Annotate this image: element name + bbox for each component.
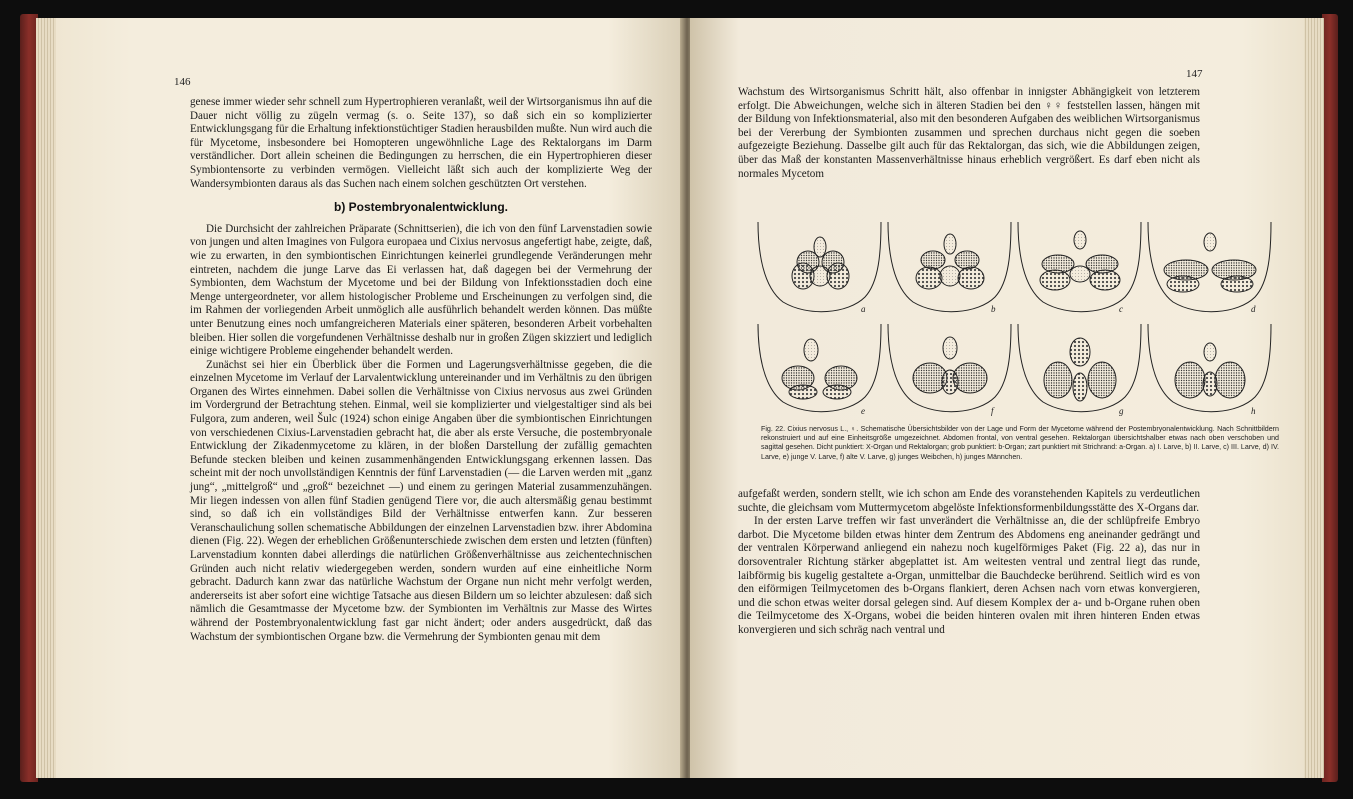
panel-e-abdomen bbox=[758, 324, 881, 412]
panel-label-c: c bbox=[1119, 304, 1123, 314]
paragraph-top: Wachstum des Wirtsorganismus Schritt hält, also offenbar in innigster Abhängigkeit von letzterem erfolgt. Die Abweichungen, welche sich in älteren Stadien bei den ♀♀ feststellen lassen, hängen mit der Bildung von Infektionsmaterial, also mit den besonderen Aufgaben des weiblichen Wirtsorganismus bei der Vererbung der Symbionten zusammen und sprechen durchaus nicht gegen die soeben aufgezeigte Beziehung. Dasselbe gilt auch für das Rektalorgan, das sich, wie die Abbildungen zeigen, über das Maß der konstanten Massenverhältnisse hinaus erheblich vergrößert. Es darf eben nicht als normales Mycetom bbox=[738, 86, 1200, 180]
paragraph-bottom-2: In der ersten Larve treffen wir fast unverändert die Verhältnisse an, die der schlüpfreife Embryo darbot. Die Mycetome bilden etwas hinter dem Zentrum des Abdomens eng aneinander gedrängt und der ventralen Körperwand anliegend ein nahezu noch kugelförmiges Paket (Fig. 22 a), das nur in dorsoventraler Richtung stärker abgeplattet ist. Am weitesten ventral und zentral liegt das runde, laibförmig bis kugelig gestaltete a-Organ, unmittelbar die Bauchdecke berührend. Seitlich wird es von den eiförmigen Teilmycetomen des b-Organs flankiert, deren Achsen nach vorn etwas konvergieren, und die schon etwas weiter dorsal gelegen sind. Auf diesem Komplex der a- und b-Organe ruhen oben die Teilmycetome des X-Organs, wobei die beiden hinteren ovalen mit ihren hinteren Enden etwas konvergieren und sich schräg nach ventral und bbox=[738, 515, 1200, 636]
panel-h-abdomen bbox=[1148, 324, 1271, 412]
right-page-bottom-text bbox=[738, 488, 1200, 638]
panel-label-b: b bbox=[991, 304, 996, 314]
section-heading: b) Postembryonalentwicklung. bbox=[333, 200, 509, 215]
right-page bbox=[690, 18, 1304, 778]
book-cover-right bbox=[1322, 14, 1338, 782]
panel-label-e: e bbox=[861, 406, 865, 416]
panel-c-abdomen bbox=[1018, 222, 1141, 312]
figure-22-illustration bbox=[753, 212, 1283, 420]
panel-label-g: g bbox=[1119, 406, 1124, 416]
panel-label-a: a bbox=[861, 304, 866, 314]
left-page bbox=[56, 18, 684, 778]
page-edges-left bbox=[36, 18, 58, 778]
panel-b-abdomen bbox=[888, 222, 1011, 312]
panel-a-abdomen bbox=[758, 222, 881, 312]
panel-g-abdomen bbox=[1018, 324, 1141, 412]
left-page-body bbox=[190, 96, 652, 644]
panel-d-abdomen bbox=[1148, 222, 1271, 312]
right-page-top-text bbox=[738, 86, 1200, 181]
paragraph-bottom-1: aufgefaßt werden, sondern stellt, wie ich schon am Ende des voranstehenden Kapitels zu verdeutlichen suchte, die gleichsam vom Muttermycetom abgelöste Infektionsformenbildungsstätte des X-Organs dar. bbox=[738, 488, 1200, 514]
paragraph-1: Die Durchsicht der zahlreichen Präparate (Schnittserien), die ich von den fünf Larvenstadien sowie von jungen und alten Imagines von Fulgora europaea und Cixius nervosus angefertigt habe, zeigte, daß, wie zu erwarten, in den symbiontischen Einrichtungen keinerlei grundlegende Veränderungen mehr eintreten, nachdem die junge Larve das Ei verlassen hat, daß dagegen bei der Vermehrung der Symbionten, dem Wachstum der Mycetome und bei der Bildung von Infektionsstadien doch eine Menge untergeordneter, vor allem histologischer Probleme und Erscheinungen zu verfolgen sind, die im Rahmen der vorliegenden Arbeit unmöglich alle ausführlich behandelt werden können. Das müßte unter Benutzung eines noch umfangreicheren Materials einer späteren, besonderen Arbeit vorbehalten bleiben. Hier sollen die vorgefundenen Verhältnisse deshalb nur in großen Zügen skizziert und lediglich einige wichtigere Probleme eingehender behandelt werden. bbox=[190, 222, 652, 358]
page-number: 147 bbox=[1186, 68, 1203, 80]
page-number: 146 bbox=[174, 76, 191, 88]
figure-caption: Fig. 22. Cixius nervosus L., ♀. Schematische Übersichtsbilder von der Lage und Form der Mycetome während der Postembryonalentwicklung. Nach Schnittbildern rekonstruiert und auf eine Einheitsgröße umgezeichnet. Abdomen frontal, von ventral gesehen. Rektalorgan übersichtshalber etwas nach oben verschoben und sagittal gesehen. Dicht punktiert: X-Organ und Rektalorgan; grob punktiert: b-Organ; zart punktiert mit Strichrand: a-Organ. a) I. Larve, b) II. Larve, c) III. Larve, d) IV. Larve, e) junge V. Larve, f) alte V. Larve, g) junges Weibchen, h) junges Männchen. bbox=[761, 425, 1279, 461]
paragraph-intro: genese immer wieder sehr schnell zum Hypertrophieren veranlaßt, weil der Wirtsorganismus ihn auf die Dauer nicht völlig zu zügeln vermag (s. o. Seite 137), so daß sich ein so komplizierter Entwicklungsgang für die Erhaltung infektionstüchtiger Stadien herausbilden mußte. Nun wird auch die für Mycetome, insbesondere bei Homopteren ungewöhnliche Lage des Rektalorgans im Darm verständlicher. Dort allein scheinen die Bedingungen zu herrschen, die ein Hypertrophieren dieser Symbiontensorte zu verbinden vermögen. Vielleicht läßt sich auch der komplizierte Weg der Wandersymbionten daraus als das Suchen nach einem solchen geschützten Ort verstehen. bbox=[190, 96, 652, 190]
panel-label-h: h bbox=[1251, 406, 1256, 416]
panel-f-abdomen bbox=[888, 324, 1011, 412]
panel-label-f: f bbox=[991, 406, 994, 416]
paragraph-2: Zunächst sei hier ein Überblick über die Formen und Lagerungsverhältnisse gegeben, die die einzelnen Mycetome im Verlauf der Larvalentwicklung untereinander und im Verhältnis zu den übrigen Organen des Wirtes einnehmen. Dabei sollen die Verhältnisse von Cixius nervosus aus zwei Gründen im Vordergrund der Betrachtung stehen. Einmal, weil sie komplizierter und vielgestaltiger sind als bei Fulgora, zum anderen, weil Šulc (1924) schon einige Angaben über die symbiontischen Einrichtungen von verschiedenen Cixius-Larvenstadien gebracht hat, die aber als erste Versuche, die postembryonale Entwicklung der Zikadenmycetome zu klären, in der bloßen Darstellung der zufällig gemachten Befunde stecken bleiben und keinen zusammenhängenden Entwicklungsgang erkennen lassen. Das scheint mit der noch unvollständigen Kenntnis der fünf Larvenstadien (— die Larven werden mit „ganz jung“, „mittelgroß“ und „groß“ bezeichnet —) und einem zu geringen Material zusammenzuhängen. Mir liegen indessen von allen fünf Stadien genügend Tiere vor, die auch altersmäßig genau bestimmt sind, so daß ich ein vollständiges Bild der Verhältnisse entwerfen kann. Zur besseren Veranschaulichung sollen schematische Abbildungen der einzelnen Larvenstadien bzw. ihrer Abdomina dienen (Fig. 22). Wegen der erheblichen Größenunterschiede zwischen dem ersten und letzten (fünften) Larvenstadium konnten dabei allerdings die natürlichen Größenverhältnisse aus zeichentechnischen Gründen auch nicht relativ wiedergegeben werden, sondern wurden auf eine einheitliche Norm gebracht. Dadurch kann zwar das natürliche Wachstum der Organe nun nicht mehr verfolgt werden, andererseits ist aber sofort eine wichtige Tatsache aus diesen Bildern um so leichter abzulesen: daß sich nämlich die Gesamtmasse der Mycetome bzw. der Symbionten im Verhältnis zur Masse des Wirtes während der Postembryonalentwicklung fast gar nicht ändert; oder anders ausgedrückt, daß das Wachstum der symbiontischen Organe bzw. die Vermehrung der Symbionten genau mit dem bbox=[190, 358, 652, 643]
page-edges-right bbox=[1302, 18, 1324, 778]
panel-label-d: d bbox=[1251, 304, 1256, 314]
